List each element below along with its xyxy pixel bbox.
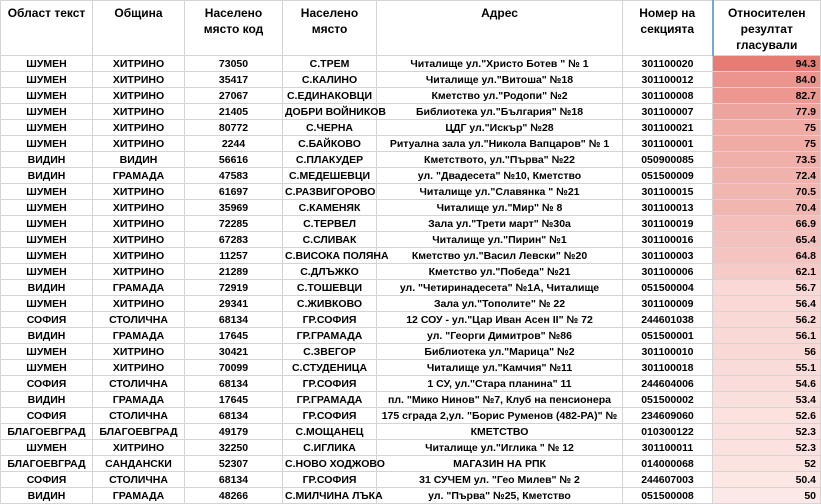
table-row — [1, 56, 821, 72]
cell-section-number[interactable]: 301100021 — [623, 120, 713, 136]
cell-obshtina[interactable]: ГРАМАДА — [93, 168, 185, 184]
cell-oblast[interactable]: ШУМЕН — [1, 264, 93, 280]
cell-address[interactable]: 175 сграда 2,ул. "Борис Руменов (482-РА)" № — [377, 408, 623, 424]
cell-obshtina[interactable]: СТОЛИЧНА — [93, 472, 185, 488]
table-row — [1, 152, 821, 168]
table-row — [1, 136, 821, 152]
cell-relative-result[interactable]: 70.5 — [713, 184, 821, 200]
cell-section-number[interactable]: 301100018 — [623, 360, 713, 376]
cell-section-number[interactable]: 301100019 — [623, 216, 713, 232]
cell-obshtina[interactable]: ХИТРИНО — [93, 200, 185, 216]
cell-obshtina[interactable]: ХИТРИНО — [93, 216, 185, 232]
cell-settlement-code[interactable]: 17645 — [185, 328, 283, 344]
cell-oblast[interactable]: ВИДИН — [1, 168, 93, 184]
cell-settlement-code[interactable]: 35969 — [185, 200, 283, 216]
cell-section-number[interactable]: 301100008 — [623, 88, 713, 104]
cell-obshtina[interactable]: СТОЛИЧНА — [93, 408, 185, 424]
cell-settlement[interactable]: ДОБРИ ВОЙНИКОВ — [283, 104, 377, 120]
table-row — [1, 408, 821, 424]
cell-address[interactable]: Читалище ул."Пирин" №1 — [377, 232, 623, 248]
cell-settlement[interactable]: С.МЕДЕШЕВЦИ — [283, 168, 377, 184]
cell-obshtina[interactable]: ХИТРИНО — [93, 344, 185, 360]
cell-section-number[interactable]: 244607003 — [623, 472, 713, 488]
cell-relative-result[interactable]: 52.6 — [713, 408, 821, 424]
cell-settlement-code[interactable]: 52307 — [185, 456, 283, 472]
cell-obshtina[interactable]: ВИДИН — [93, 152, 185, 168]
cell-settlement[interactable]: ГР.ГРАМАДА — [283, 328, 377, 344]
cell-relative-result[interactable]: 84.0 — [713, 72, 821, 88]
cell-section-number[interactable]: 301100020 — [623, 56, 713, 72]
cell-oblast[interactable]: БЛАГОЕВГРАД — [1, 424, 93, 440]
cell-settlement-code[interactable]: 56616 — [185, 152, 283, 168]
cell-obshtina[interactable]: ХИТРИНО — [93, 72, 185, 88]
cell-settlement[interactable]: ГР.ГРАМАДА — [283, 392, 377, 408]
cell-settlement[interactable]: С.МОЩАНЕЦ — [283, 424, 377, 440]
table-row — [1, 88, 821, 104]
cell-oblast[interactable]: СОФИЯ — [1, 376, 93, 392]
cell-settlement-code[interactable]: 67283 — [185, 232, 283, 248]
table-row — [1, 472, 821, 488]
cell-section-number[interactable]: 301100012 — [623, 72, 713, 88]
cell-settlement[interactable]: С.КАЛИНО — [283, 72, 377, 88]
cell-oblast[interactable]: ШУМЕН — [1, 72, 93, 88]
table-row — [1, 72, 821, 88]
cell-oblast[interactable]: ШУМЕН — [1, 136, 93, 152]
cell-section-number[interactable]: 234609060 — [623, 408, 713, 424]
cell-settlement[interactable]: С.ЖИВКОВО — [283, 296, 377, 312]
cell-settlement[interactable]: С.ИГЛИКА — [283, 440, 377, 456]
cell-address[interactable]: МАГАЗИН НА РПК — [377, 456, 623, 472]
cell-settlement[interactable]: С.МИЛЧИНА ЛЪКА — [283, 488, 377, 504]
cell-settlement-code[interactable]: 47583 — [185, 168, 283, 184]
cell-settlement-code[interactable]: 80772 — [185, 120, 283, 136]
cell-settlement-code[interactable]: 72919 — [185, 280, 283, 296]
cell-relative-result[interactable]: 70.4 — [713, 200, 821, 216]
table-row — [1, 104, 821, 120]
header-address[interactable]: Адрес — [377, 1, 623, 56]
cell-settlement-code[interactable]: 27067 — [185, 88, 283, 104]
cell-oblast[interactable]: ВИДИН — [1, 488, 93, 504]
cell-settlement[interactable]: С.БАЙКОВО — [283, 136, 377, 152]
table-row — [1, 312, 821, 328]
table-row — [1, 280, 821, 296]
cell-oblast[interactable]: БЛАГОЕВГРАД — [1, 456, 93, 472]
cell-settlement-code[interactable]: 21289 — [185, 264, 283, 280]
cell-settlement-code[interactable]: 29341 — [185, 296, 283, 312]
cell-settlement[interactable]: ГР.СОФИЯ — [283, 472, 377, 488]
cell-obshtina[interactable]: ХИТРИНО — [93, 56, 185, 72]
cell-address[interactable]: Читалище ул."Христо Ботев " № 1 — [377, 56, 623, 72]
cell-oblast[interactable]: ВИДИН — [1, 392, 93, 408]
cell-settlement[interactable]: С.РАЗВИГОРОВО — [283, 184, 377, 200]
cell-address[interactable]: 31 СУЧЕМ ул. "Гео Милев" № 2 — [377, 472, 623, 488]
cell-oblast[interactable]: ШУМЕН — [1, 440, 93, 456]
cell-settlement[interactable]: ГР.СОФИЯ — [283, 408, 377, 424]
cell-settlement[interactable]: С.ЕДИНАКОВЦИ — [283, 88, 377, 104]
cell-section-number[interactable]: 301100007 — [623, 104, 713, 120]
cell-address[interactable]: Кметство ул."Васил Левски" №20 — [377, 248, 623, 264]
cell-section-number[interactable]: 244601038 — [623, 312, 713, 328]
cell-address[interactable]: ул. "Първа" №25, Кметство — [377, 488, 623, 504]
cell-address[interactable]: Ритуална зала ул."Никола Вапцаров" № 1 — [377, 136, 623, 152]
cell-relative-result[interactable]: 56.1 — [713, 328, 821, 344]
cell-obshtina[interactable]: ХИТРИНО — [93, 88, 185, 104]
table-row — [1, 296, 821, 312]
cell-oblast[interactable]: ШУМЕН — [1, 360, 93, 376]
cell-oblast[interactable]: ВИДИН — [1, 328, 93, 344]
cell-section-number[interactable]: 301100015 — [623, 184, 713, 200]
cell-obshtina[interactable]: ХИТРИНО — [93, 264, 185, 280]
cell-settlement[interactable]: С.ДЛЪЖКО — [283, 264, 377, 280]
cell-settlement-code[interactable]: 68134 — [185, 312, 283, 328]
cell-obshtina[interactable]: ХИТРИНО — [93, 120, 185, 136]
header-section-number[interactable]: Номер на секцията — [623, 1, 713, 56]
cell-settlement-code[interactable]: 70099 — [185, 360, 283, 376]
cell-oblast[interactable]: ШУМЕН — [1, 104, 93, 120]
cell-oblast[interactable]: ВИДИН — [1, 152, 93, 168]
cell-relative-result[interactable]: 50.4 — [713, 472, 821, 488]
table-row — [1, 344, 821, 360]
cell-relative-result[interactable]: 52 — [713, 456, 821, 472]
table-row — [1, 456, 821, 472]
cell-settlement[interactable]: С.НОВО ХОДЖОВО — [283, 456, 377, 472]
cell-relative-result[interactable]: 52.3 — [713, 440, 821, 456]
cell-obshtina[interactable]: СТОЛИЧНА — [93, 376, 185, 392]
cell-obshtina[interactable]: ХИТРИНО — [93, 232, 185, 248]
cell-section-number[interactable]: 050900085 — [623, 152, 713, 168]
header-settlement[interactable]: Населено място — [283, 1, 377, 56]
cell-obshtina[interactable]: ГРАМАДА — [93, 392, 185, 408]
cell-oblast[interactable]: ШУМЕН — [1, 232, 93, 248]
cell-settlement-code[interactable]: 68134 — [185, 408, 283, 424]
cell-oblast[interactable]: ШУМЕН — [1, 344, 93, 360]
cell-obshtina[interactable]: ГРАМАДА — [93, 280, 185, 296]
table-row — [1, 376, 821, 392]
cell-address[interactable]: Читалище ул."Славянка " №21 — [377, 184, 623, 200]
cell-section-number[interactable]: 301100010 — [623, 344, 713, 360]
table-row — [1, 360, 821, 376]
cell-obshtina[interactable]: ХИТРИНО — [93, 440, 185, 456]
cell-obshtina[interactable]: ХИТРИНО — [93, 296, 185, 312]
cell-settlement-code[interactable]: 68134 — [185, 376, 283, 392]
table-row — [1, 168, 821, 184]
cell-relative-result[interactable]: 56.7 — [713, 280, 821, 296]
cell-section-number[interactable]: 051500008 — [623, 488, 713, 504]
cell-obshtina[interactable]: ХИТРИНО — [93, 136, 185, 152]
cell-settlement-code[interactable]: 73050 — [185, 56, 283, 72]
cell-settlement-code[interactable]: 35417 — [185, 72, 283, 88]
cell-oblast[interactable]: СОФИЯ — [1, 408, 93, 424]
cell-relative-result[interactable]: 54.6 — [713, 376, 821, 392]
cell-address[interactable]: 1 СУ, ул."Стара планина" 11 — [377, 376, 623, 392]
cell-settlement-code[interactable]: 72285 — [185, 216, 283, 232]
cell-settlement-code[interactable]: 17645 — [185, 392, 283, 408]
cell-settlement[interactable]: С.СТУДЕНИЦА — [283, 360, 377, 376]
cell-settlement[interactable]: С.КАМЕНЯК — [283, 200, 377, 216]
cell-relative-result[interactable]: 77.9 — [713, 104, 821, 120]
cell-address[interactable]: Читалище ул."Камчия" №11 — [377, 360, 623, 376]
header-oblast[interactable]: Област текст — [1, 1, 93, 56]
cell-oblast[interactable]: ВИДИН — [1, 280, 93, 296]
cell-address[interactable]: Библиотека ул."България" №18 — [377, 104, 623, 120]
cell-section-number[interactable]: 301100001 — [623, 136, 713, 152]
cell-address[interactable]: КМЕТСТВО — [377, 424, 623, 440]
cell-address[interactable]: 12 СОУ - ул."Цар Иван Асен II" № 72 — [377, 312, 623, 328]
cell-relative-result[interactable]: 65.4 — [713, 232, 821, 248]
header-relative-result[interactable]: Относителен резултат гласували — [713, 1, 821, 56]
cell-obshtina[interactable]: ХИТРИНО — [93, 184, 185, 200]
header-settlement-code[interactable]: Населено място код — [185, 1, 283, 56]
cell-settlement[interactable]: С.ТРЕМ — [283, 56, 377, 72]
cell-section-number[interactable]: 244604006 — [623, 376, 713, 392]
cell-settlement[interactable]: С.ТЕРВЕЛ — [283, 216, 377, 232]
table-row — [1, 488, 821, 504]
cell-relative-result[interactable]: 62.1 — [713, 264, 821, 280]
table-row — [1, 120, 821, 136]
cell-oblast[interactable]: ШУМЕН — [1, 88, 93, 104]
cell-relative-result[interactable]: 82.7 — [713, 88, 821, 104]
cell-oblast[interactable]: ШУМЕН — [1, 120, 93, 136]
header-row — [1, 1, 821, 56]
cell-oblast[interactable]: ШУМЕН — [1, 56, 93, 72]
cell-relative-result[interactable]: 94.3 — [713, 56, 821, 72]
cell-settlement-code[interactable]: 61697 — [185, 184, 283, 200]
cell-address[interactable]: Зала ул."Тополите" № 22 — [377, 296, 623, 312]
cell-obshtina[interactable]: БЛАГОЕВГРАД — [93, 424, 185, 440]
cell-relative-result[interactable]: 56 — [713, 344, 821, 360]
cell-section-number[interactable]: 051500001 — [623, 328, 713, 344]
cell-settlement-code[interactable]: 32250 — [185, 440, 283, 456]
cell-address[interactable]: Кметство ул."Победа" №21 — [377, 264, 623, 280]
cell-settlement[interactable]: ГР.СОФИЯ — [283, 376, 377, 392]
cell-section-number[interactable]: 010300122 — [623, 424, 713, 440]
table-row — [1, 328, 821, 344]
cell-relative-result[interactable]: 55.1 — [713, 360, 821, 376]
cell-section-number[interactable]: 301100006 — [623, 264, 713, 280]
header-obshtina[interactable]: Община — [93, 1, 185, 56]
cell-oblast[interactable]: ШУМЕН — [1, 296, 93, 312]
table-row — [1, 392, 821, 408]
cell-settlement[interactable]: ГР.СОФИЯ — [283, 312, 377, 328]
cell-settlement[interactable]: С.ЧЕРНА — [283, 120, 377, 136]
cell-obshtina[interactable]: СТОЛИЧНА — [93, 312, 185, 328]
cell-section-number[interactable]: 051500009 — [623, 168, 713, 184]
cell-settlement-code[interactable]: 30421 — [185, 344, 283, 360]
table-row — [1, 440, 821, 456]
cell-section-number[interactable]: 051500004 — [623, 280, 713, 296]
cell-section-number[interactable]: 014000068 — [623, 456, 713, 472]
cell-oblast[interactable]: ШУМЕН — [1, 184, 93, 200]
cell-address[interactable]: ул. "Георги Димитров" №86 — [377, 328, 623, 344]
cell-section-number[interactable]: 301100011 — [623, 440, 713, 456]
cell-obshtina[interactable]: ХИТРИНО — [93, 360, 185, 376]
cell-obshtina[interactable]: САНДАНСКИ — [93, 456, 185, 472]
cell-settlement-code[interactable]: 21405 — [185, 104, 283, 120]
cell-obshtina[interactable]: ХИТРИНО — [93, 104, 185, 120]
cell-relative-result[interactable]: 66.9 — [713, 216, 821, 232]
table-body — [1, 56, 821, 504]
cell-address[interactable]: Кметство ул."Родопи" №2 — [377, 88, 623, 104]
cell-address[interactable]: Зала ул."Трети март" №30а — [377, 216, 623, 232]
cell-address[interactable]: пл. "Мико Нинов" №7, Клуб на пенсионера — [377, 392, 623, 408]
cell-obshtina[interactable]: ХИТРИНО — [93, 248, 185, 264]
cell-address[interactable]: Библиотека ул."Марица" №2 — [377, 344, 623, 360]
cell-relative-result[interactable]: 72.4 — [713, 168, 821, 184]
cell-relative-result[interactable]: 75 — [713, 120, 821, 136]
cell-address[interactable]: ЦДГ ул."Искър" №28 — [377, 120, 623, 136]
cell-section-number[interactable]: 301100009 — [623, 296, 713, 312]
cell-settlement-code[interactable]: 11257 — [185, 248, 283, 264]
cell-section-number[interactable]: 301100016 — [623, 232, 713, 248]
cell-address[interactable]: ул. "Четиринадесета" №1А, Читалище — [377, 280, 623, 296]
cell-oblast[interactable]: СОФИЯ — [1, 312, 93, 328]
cell-relative-result[interactable]: 52.3 — [713, 424, 821, 440]
cell-relative-result[interactable]: 56.2 — [713, 312, 821, 328]
cell-settlement-code[interactable]: 48266 — [185, 488, 283, 504]
cell-relative-result[interactable]: 50 — [713, 488, 821, 504]
cell-oblast[interactable]: ШУМЕН — [1, 200, 93, 216]
cell-oblast[interactable]: ШУМЕН — [1, 248, 93, 264]
cell-relative-result[interactable]: 56.4 — [713, 296, 821, 312]
cell-settlement[interactable]: С.ТОШЕВЦИ — [283, 280, 377, 296]
table-row — [1, 216, 821, 232]
cell-obshtina[interactable]: ГРАМАДА — [93, 488, 185, 504]
cell-obshtina[interactable]: ГРАМАДА — [93, 328, 185, 344]
cell-relative-result[interactable]: 73.5 — [713, 152, 821, 168]
cell-settlement-code[interactable]: 2244 — [185, 136, 283, 152]
cell-relative-result[interactable]: 64.8 — [713, 248, 821, 264]
cell-settlement[interactable]: С.ЗВЕГОР — [283, 344, 377, 360]
table-row — [1, 200, 821, 216]
cell-section-number[interactable]: 301100003 — [623, 248, 713, 264]
cell-address[interactable]: Читалище ул."Иглика " № 12 — [377, 440, 623, 456]
cell-address[interactable]: Читалище ул."Витоша" №18 — [377, 72, 623, 88]
cell-oblast[interactable]: ШУМЕН — [1, 216, 93, 232]
cell-relative-result[interactable]: 53.4 — [713, 392, 821, 408]
table-row — [1, 424, 821, 440]
cell-settlement[interactable]: С.ПЛАКУДЕР — [283, 152, 377, 168]
cell-settlement[interactable]: С.ВИСОКА ПОЛЯНА — [283, 248, 377, 264]
cell-address[interactable]: Кметството, ул."Първа" №22 — [377, 152, 623, 168]
cell-section-number[interactable]: 301100013 — [623, 200, 713, 216]
table-row — [1, 248, 821, 264]
cell-oblast[interactable]: СОФИЯ — [1, 472, 93, 488]
cell-settlement-code[interactable]: 49179 — [185, 424, 283, 440]
table-row — [1, 184, 821, 200]
cell-settlement[interactable]: С.СЛИВАК — [283, 232, 377, 248]
cell-address[interactable]: Читалище ул."Мир" № 8 — [377, 200, 623, 216]
cell-settlement-code[interactable]: 68134 — [185, 472, 283, 488]
table-row — [1, 264, 821, 280]
table-row — [1, 232, 821, 248]
cell-address[interactable]: ул. "Двадесета" №10, Кметство — [377, 168, 623, 184]
cell-relative-result[interactable]: 75 — [713, 136, 821, 152]
cell-section-number[interactable]: 051500002 — [623, 392, 713, 408]
